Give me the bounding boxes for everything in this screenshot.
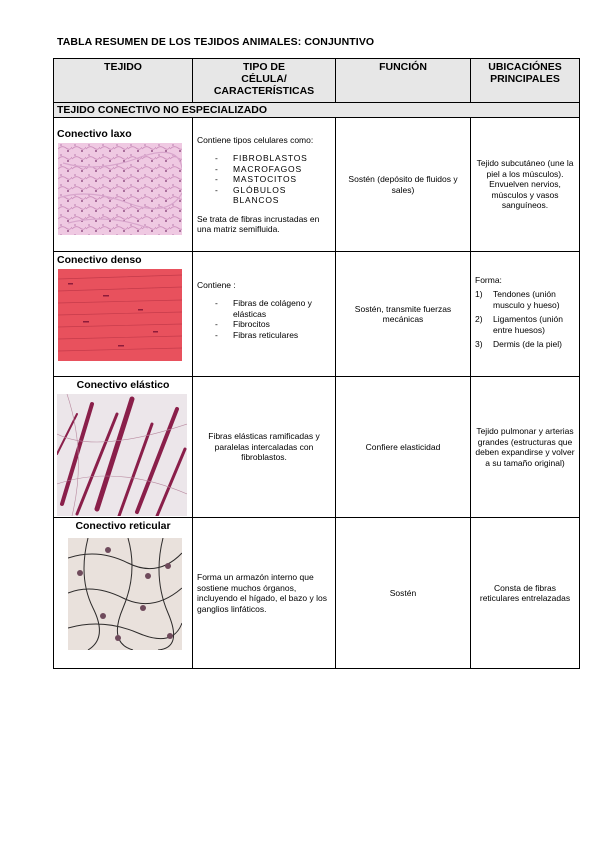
table-row	[54, 377, 580, 518]
tissue-name: Conectivo denso	[57, 254, 142, 266]
tissue-name: Conectivo elástico	[76, 379, 170, 391]
section-title: TEJIDO CONECTIVO NO ESPECIALIZADO	[54, 103, 580, 118]
characteristics-cell: Forma un armazón interno que sostiene muchos órganos, incluyendo el hígado, el bazo y los ganglios linfáticos.	[193, 518, 336, 669]
summary-table	[53, 58, 580, 669]
tissue-name: Conectivo laxo	[57, 128, 132, 140]
list-item: - Fibras reticulares	[197, 330, 331, 341]
dense-tissue-micrograph	[58, 269, 182, 361]
component-list	[197, 298, 331, 340]
function-cell: Confiere elasticidad	[336, 377, 471, 518]
list-item: - GLÓBULOS BLANCOS	[197, 185, 331, 206]
loose-tissue-micrograph	[58, 143, 182, 235]
list-item: - MASTOCITOS	[197, 174, 331, 185]
list-item: - Fibras de colágeno y elásticas	[197, 298, 331, 319]
tissue-name: Conectivo reticular	[75, 520, 171, 532]
tissue-cell	[54, 252, 193, 377]
header-ubicaciones: UBICACIÓNES PRINCIPALES	[471, 59, 580, 103]
list-item: - Fibrocitos	[197, 319, 331, 330]
reticular-tissue-micrograph	[68, 538, 182, 650]
header-row	[54, 59, 580, 103]
header-tejido: TEJIDO	[54, 59, 193, 103]
table-row	[54, 118, 580, 252]
elastic-tissue-micrograph	[57, 394, 187, 516]
function-cell: Sostén (depósito de fluidos y sales)	[336, 118, 471, 252]
header-tipo-celula: TIPO DE CÉLULA/ CARACTERÍSTICAS	[193, 59, 336, 103]
list-item: 1) Tendones (unión musculo y hueso)	[475, 289, 560, 310]
location-list	[475, 289, 575, 350]
location-cell: Consta de fibras reticulares entrelazadas	[471, 518, 580, 669]
cell-type-list	[197, 153, 331, 206]
tissue-cell	[54, 118, 193, 252]
section-row	[54, 103, 580, 118]
location-cell: Tejido pulmonar y arterias grandes (estructuras que deben expandirse y volver a su tamaño original)	[471, 377, 580, 518]
list-item: - MACROFAGOS	[197, 164, 331, 175]
table-row	[54, 518, 580, 669]
tissue-cell	[54, 518, 193, 669]
list-item: - FIBROBLASTOS	[197, 153, 331, 164]
location-cell: Forma: 1) Tendones (unión musculo y hueso) 2) Ligamentos (unión entre huesos) 3) Dermis (de la piel)	[471, 252, 580, 377]
list-item: 2) Ligamentos (unión entre huesos)	[475, 314, 563, 335]
function-cell: Sostén, transmite fuerzas mecánicas	[336, 252, 471, 377]
location-cell: Tejido subcutáneo (une la piel a los músculos). Envuelven nervios, músculos y vasos sanguíneos.	[471, 118, 580, 252]
tissue-cell	[54, 377, 193, 518]
list-item: 3) Dermis (de la piel)	[475, 339, 562, 349]
page-title: TABLA RESUMEN DE LOS TEJIDOS ANIMALES: CONJUNTIVO	[57, 36, 375, 48]
characteristics-cell: Contiene tipos celulares como: - FIBROBLASTOS - MACROFAGOS - MASTOCITOS - GLÓBULOS BLANCOS Se trata de fibras incrustadas en una matriz semifluida.	[193, 118, 336, 252]
characteristics-cell: Contiene : - Fibras de colágeno y elásticas - Fibrocitos - Fibras reticulares	[193, 252, 336, 377]
function-cell: Sostén	[336, 518, 471, 669]
characteristics-cell: Fibras elásticas ramificadas y paralelas intercaladas con fibroblastos.	[193, 377, 336, 518]
header-funcion: FUNCIÓN	[336, 59, 471, 103]
table-row	[54, 252, 580, 377]
